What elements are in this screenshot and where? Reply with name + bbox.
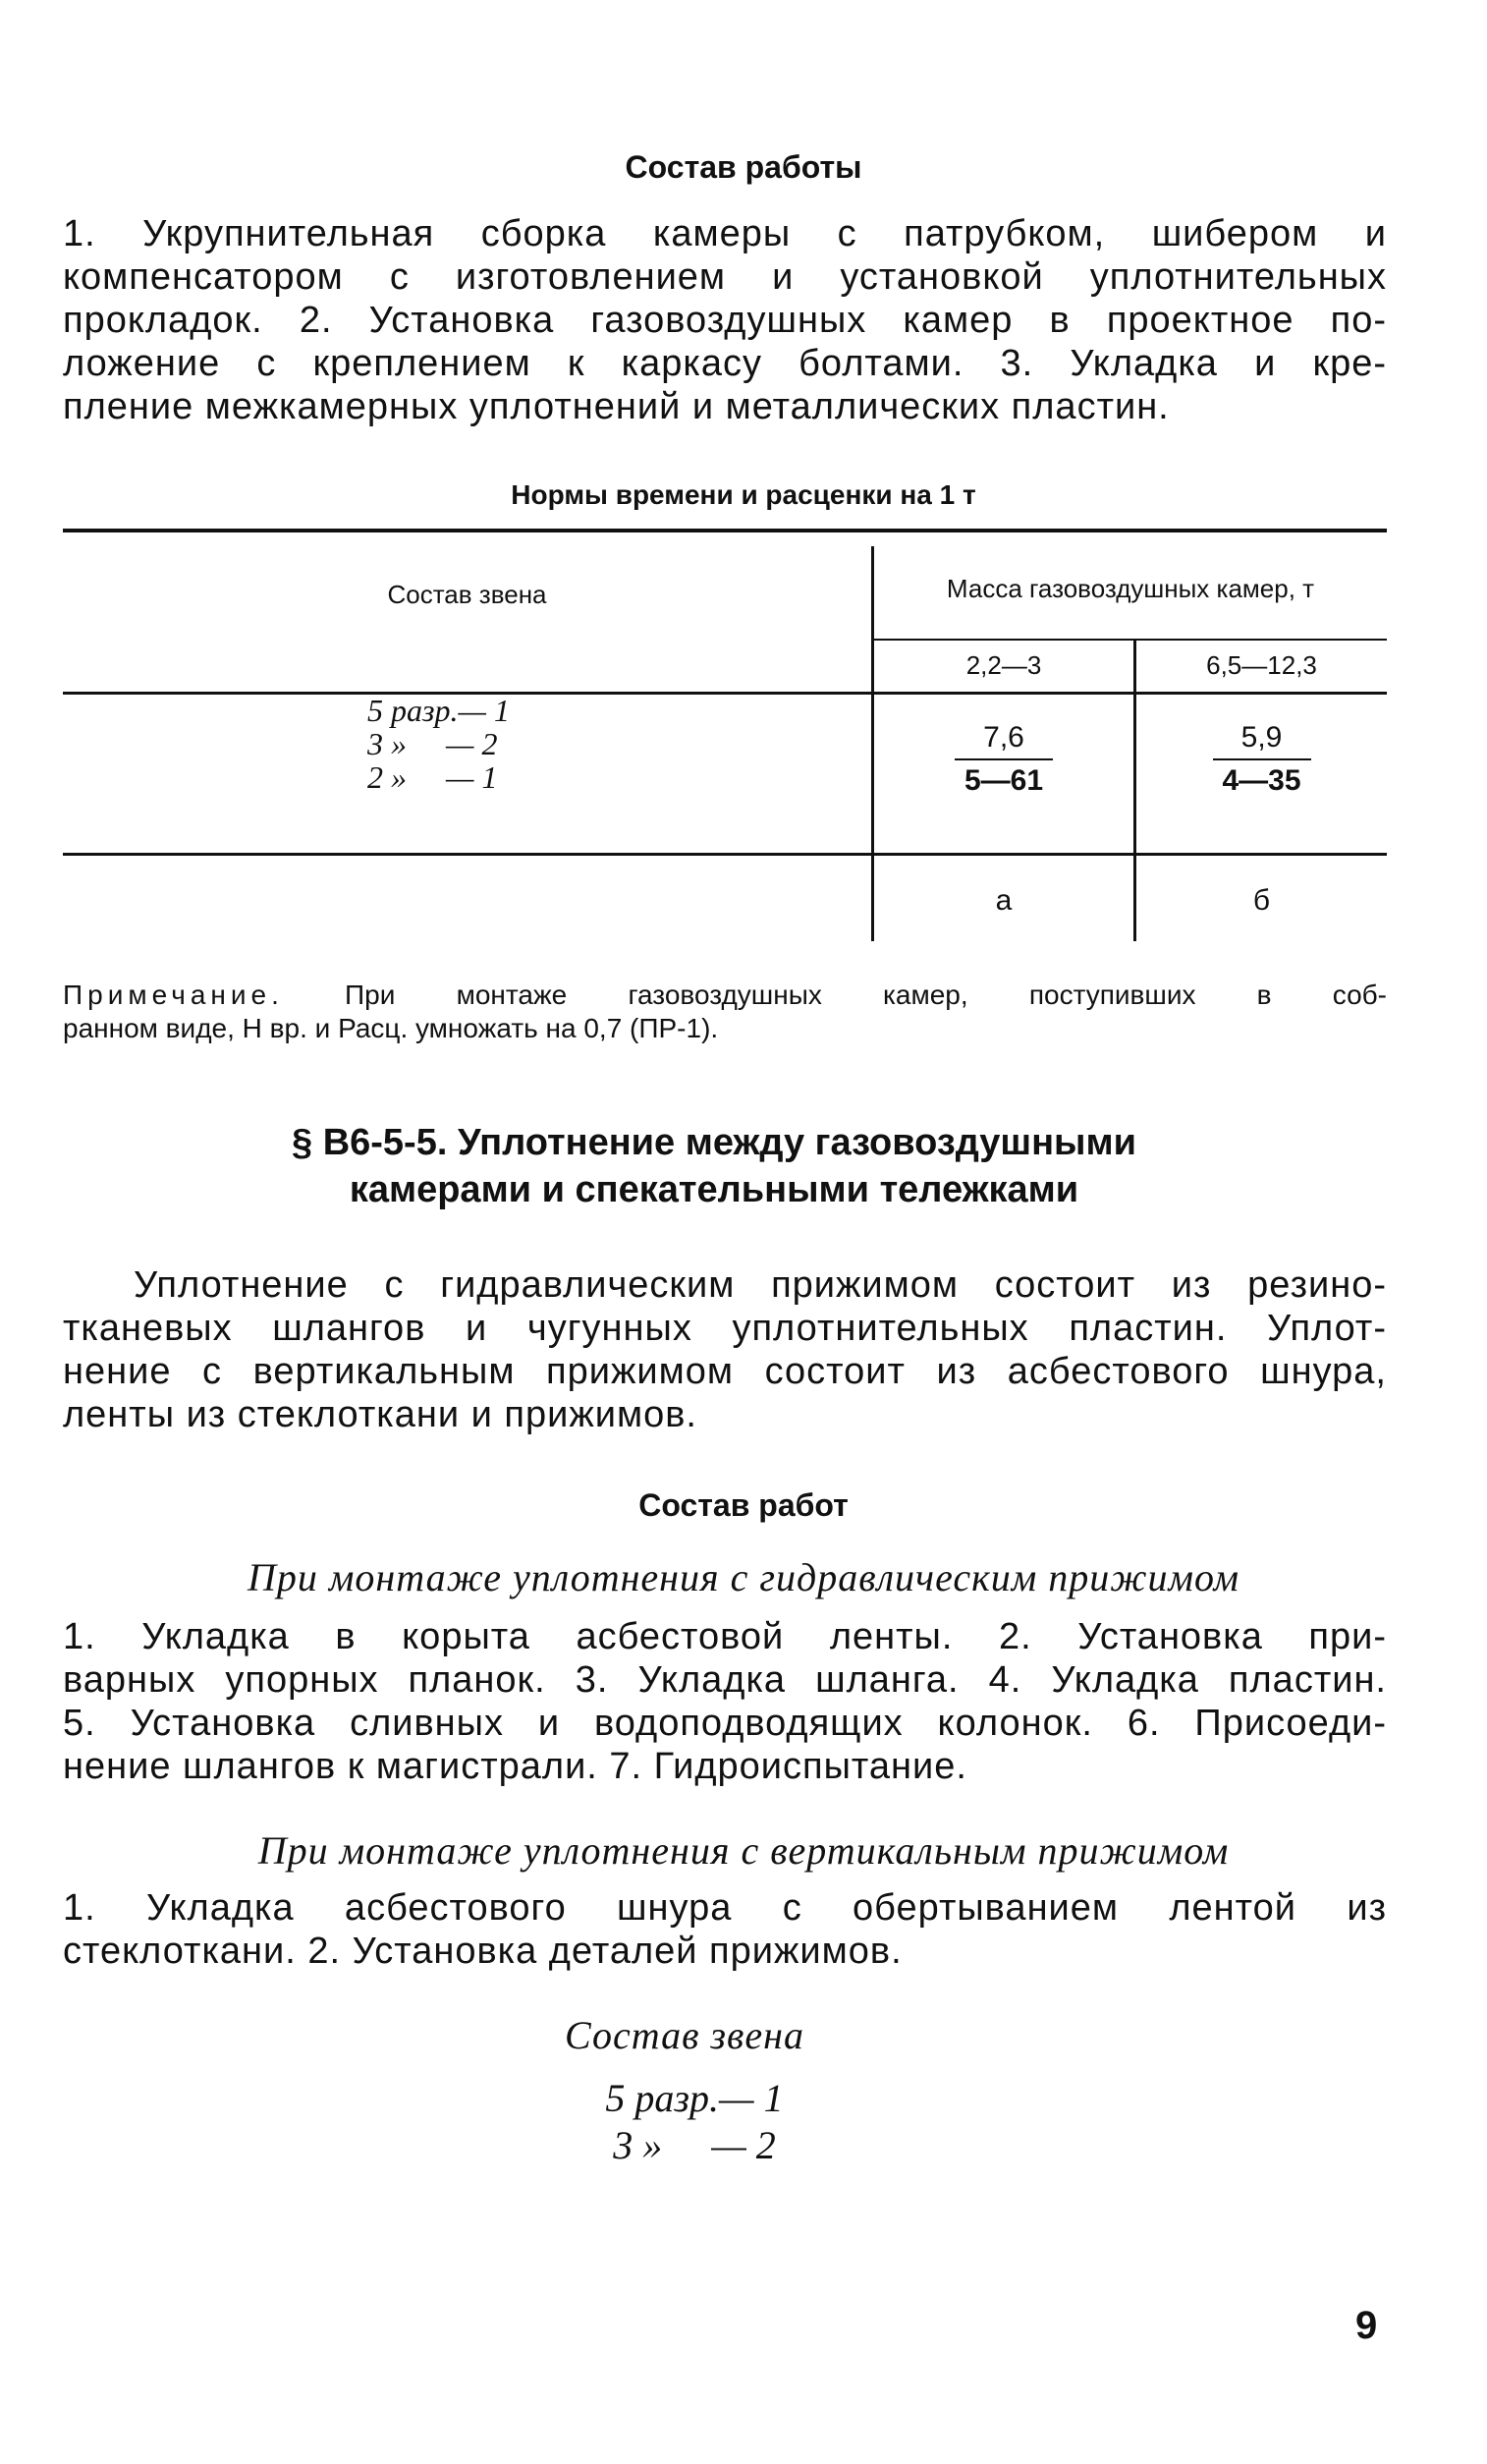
text-line: 1. Укрупнительная сборка камеры с патрубком, шибером и	[63, 213, 1387, 254]
crew-line: 5 разр.— 1	[605, 2076, 784, 2120]
mass-range-a: 2,2—3	[965, 650, 1042, 680]
text-line: 1. Укладка в корыта асбестовой ленты. 2. Установка при-	[63, 1616, 1387, 1657]
text-line: варных упорных планок. 3. Укладка шланга. 4. Укладка пластин.	[63, 1659, 1387, 1701]
crew-list	[367, 694, 510, 794]
table-caption: Нормы времени и расценки на 1 т	[511, 479, 976, 510]
hydraulic-works-list	[63, 1615, 1387, 1788]
column-index-a: а	[995, 884, 1013, 917]
table-top-rule	[63, 529, 1387, 532]
page-number: 9	[1355, 2304, 1378, 2347]
norm-value-a	[874, 721, 1133, 798]
note-text-continued: ранном виде, Н вр. и Расц. умножать на 0,7 (ПР-1).	[63, 1013, 719, 1043]
note-label: Примечание.	[63, 980, 284, 1010]
vertical-works-list	[63, 1886, 1387, 1973]
text-line: нение с вертикальным прижимом состоит из асбестового шнура,	[63, 1351, 1387, 1392]
crew-line: 5 разр.— 1	[367, 693, 510, 728]
table-body-rule	[63, 853, 1387, 856]
norms-table	[63, 529, 1387, 941]
column-index-b: б	[1252, 884, 1271, 917]
text-line: прокладок. 2. Установка газовоздушных камер в проектное по-	[63, 300, 1387, 341]
rate-a: 5—61	[964, 764, 1044, 797]
note-text: При монтаже газовоздушных камер, поступивших в соб-	[283, 980, 1387, 1010]
section-title-line-1: § В6-5-5. Уплотнение между газовоздушными	[292, 1122, 1136, 1163]
crew-column-header: Состав звена	[387, 580, 547, 609]
section-title-line-2: камерами и спекательными тележками	[349, 1169, 1079, 1210]
table-header-rule	[63, 692, 1387, 695]
text-line: 1. Укладка асбестового шнура с обертыванием лентой из	[63, 1887, 1387, 1929]
table-note	[63, 979, 1387, 1045]
text-line: 5. Установка сливных и водоподводящих колонок. 6. Присоеди-	[63, 1703, 1387, 1744]
text-line: тканевых шлангов и чугунных уплотнительных пластин. Уплот-	[63, 1308, 1387, 1349]
crew-line: 2 » — 1	[367, 759, 498, 795]
text-line: ленты из стеклоткани и прижимов.	[63, 1394, 697, 1435]
text-line: пление межкамерных уплотнений и металлических пластин.	[63, 386, 1170, 427]
vertical-subheading: При монтаже уплотнения с вертикальным прижимом	[257, 1828, 1230, 1873]
time-norm-a: 7,6	[955, 721, 1053, 760]
text-line: ложение с креплением к каркасу болтами. 3. Укладка и кре-	[63, 343, 1387, 384]
crew-line: 3 » — 2	[613, 2123, 776, 2167]
time-norm-b: 5,9	[1213, 721, 1311, 760]
text-line: нение шлангов к магистрали. 7. Гидроиспытание.	[63, 1746, 967, 1787]
section-intro	[134, 1263, 1387, 1307]
hydraulic-subheading: При монтаже уплотнения с гидравлическим прижимом	[247, 1555, 1240, 1599]
work-composition-text	[63, 212, 1387, 428]
crew-title: Состав звена	[564, 2013, 804, 2057]
text-line: Уплотнение с гидравлическим прижимом состоит из резино-	[134, 1264, 1387, 1306]
crew-composition	[0, 2075, 1438, 2169]
mass-column-header: Масса газовоздушных камер, т	[946, 574, 1315, 603]
mass-range-b: 6,5—12,3	[1206, 650, 1317, 680]
text-line: стеклоткани. 2. Установка деталей прижимов.	[63, 1931, 903, 1972]
table-subheader-rule	[873, 639, 1387, 641]
text-line: компенсатором с изготовлением и установкой уплотнительных	[63, 256, 1387, 298]
rate-b: 4—35	[1222, 764, 1301, 797]
section-intro-continued	[63, 1307, 1387, 1436]
works-composition-heading: Состав работ	[638, 1487, 849, 1523]
work-composition-heading: Состав работы	[625, 149, 862, 185]
norm-value-b	[1136, 721, 1387, 798]
crew-line: 3 » — 2	[367, 726, 498, 761]
